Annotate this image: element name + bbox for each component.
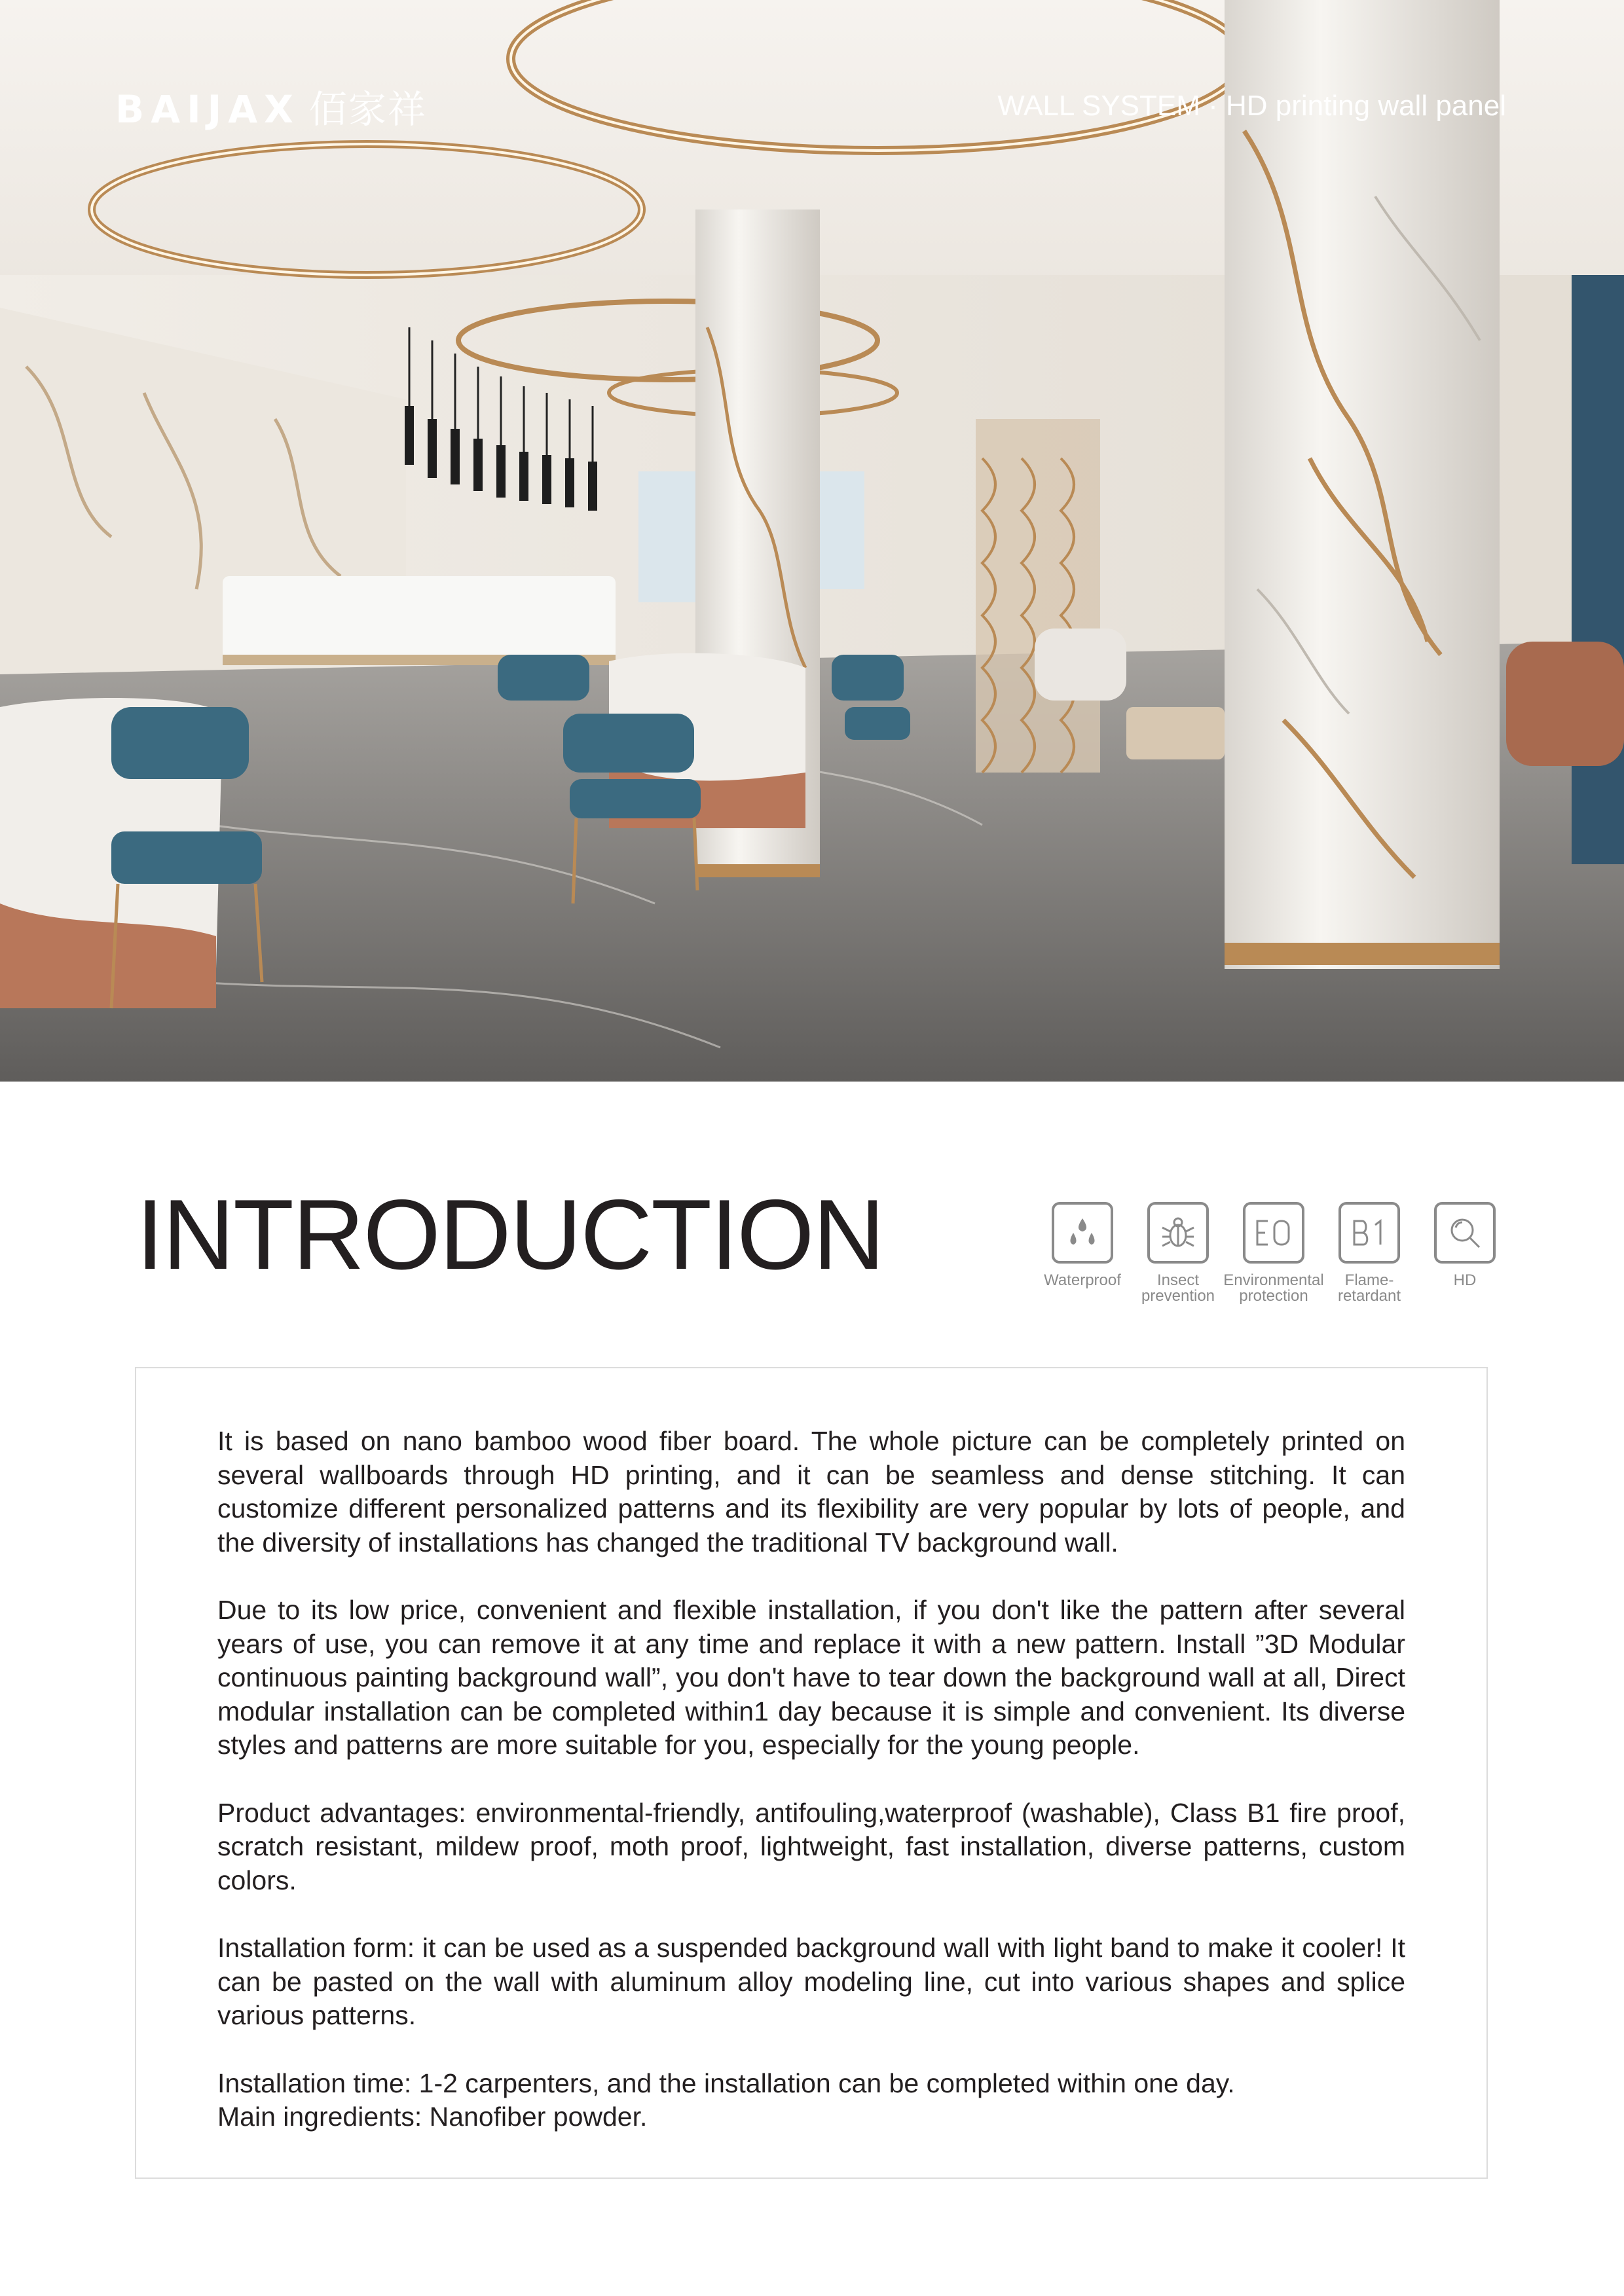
insect-prevention-icon [1147,1202,1209,1264]
feature-label: Insect prevention [1141,1271,1215,1305]
flame-b1-icon [1338,1202,1400,1264]
main-ingredients: Main ingredients: Nanofiber powder. [217,2102,648,2132]
paragraph-installation-benefits: Due to its low price, convenient and flexible installation, if you don't like the pattern after several years of use, you can remove it at any time and replace it with a new pattern. Install ”3D Modular continuous painting background wall”, you don't have to tear down the background wall at all, Direct modular installation can be completed within1 day because it is simple and convenient. Its diverse styles and patterns are more suitable for you, especially for the young people. [217,1595,1405,1760]
feature-label: Environmental protection [1223,1271,1324,1305]
feature-label: Flame- retardant [1337,1271,1401,1305]
hero-image [0,0,1624,1082]
hd-magnifier-icon [1434,1202,1496,1264]
paragraph-installation-form: Installation form: it can be used as a suspended background wall with light band to make it cooler! It can be pasted on the wall with aluminum alloy modeling line, cut into various shapes and splice various patterns. [217,1933,1405,2030]
brand-name-cjk: 佰家祥 [308,87,427,132]
brand-logo [115,87,427,132]
feature-insect-prevention [1130,1202,1226,1304]
paragraph-introduction: It is based on nano bamboo wood fiber board. The whole picture can be completely printed on several wallboards through HD printing, and it can be seamless and dense stitching. It can customize different personalized patterns and its flexibility are very popular by lots of people, and the diversity of installations has changed the traditional TV background wall. [217,1426,1405,1558]
feature-waterproof [1035,1202,1130,1304]
feature-hd [1417,1202,1513,1304]
feature-label: HD [1453,1271,1477,1289]
description-box [135,1367,1488,2179]
feature-flame-retardant [1321,1202,1417,1304]
page-title: INTRODUCTION [136,1179,884,1290]
paragraph-time-ingredients [217,2067,1405,2134]
feature-icons [1035,1202,1513,1304]
interior-lobby-photo [0,0,1624,1082]
brand-name-latin: BAIJAX [115,87,300,132]
feature-label: Waterproof [1044,1271,1121,1289]
paragraph-product-advantages: Product advantages: environmental-friendly, antifouling,waterproof (washable), Class B1 fire proof, scratch resistant, mildew proof, moth proof, lightweight, fast installation, diverse patterns, custom colors. [217,1797,1405,1895]
installation-time: Installation time: 1-2 carpenters, and the installation can be completed within one day. [217,2068,1235,2098]
category-heading: WALL SYSTEM · HD printing wall panel [997,90,1506,122]
waterproof-icon [1052,1202,1113,1264]
feature-environmental [1223,1202,1324,1305]
environmental-e0-icon [1243,1202,1304,1264]
